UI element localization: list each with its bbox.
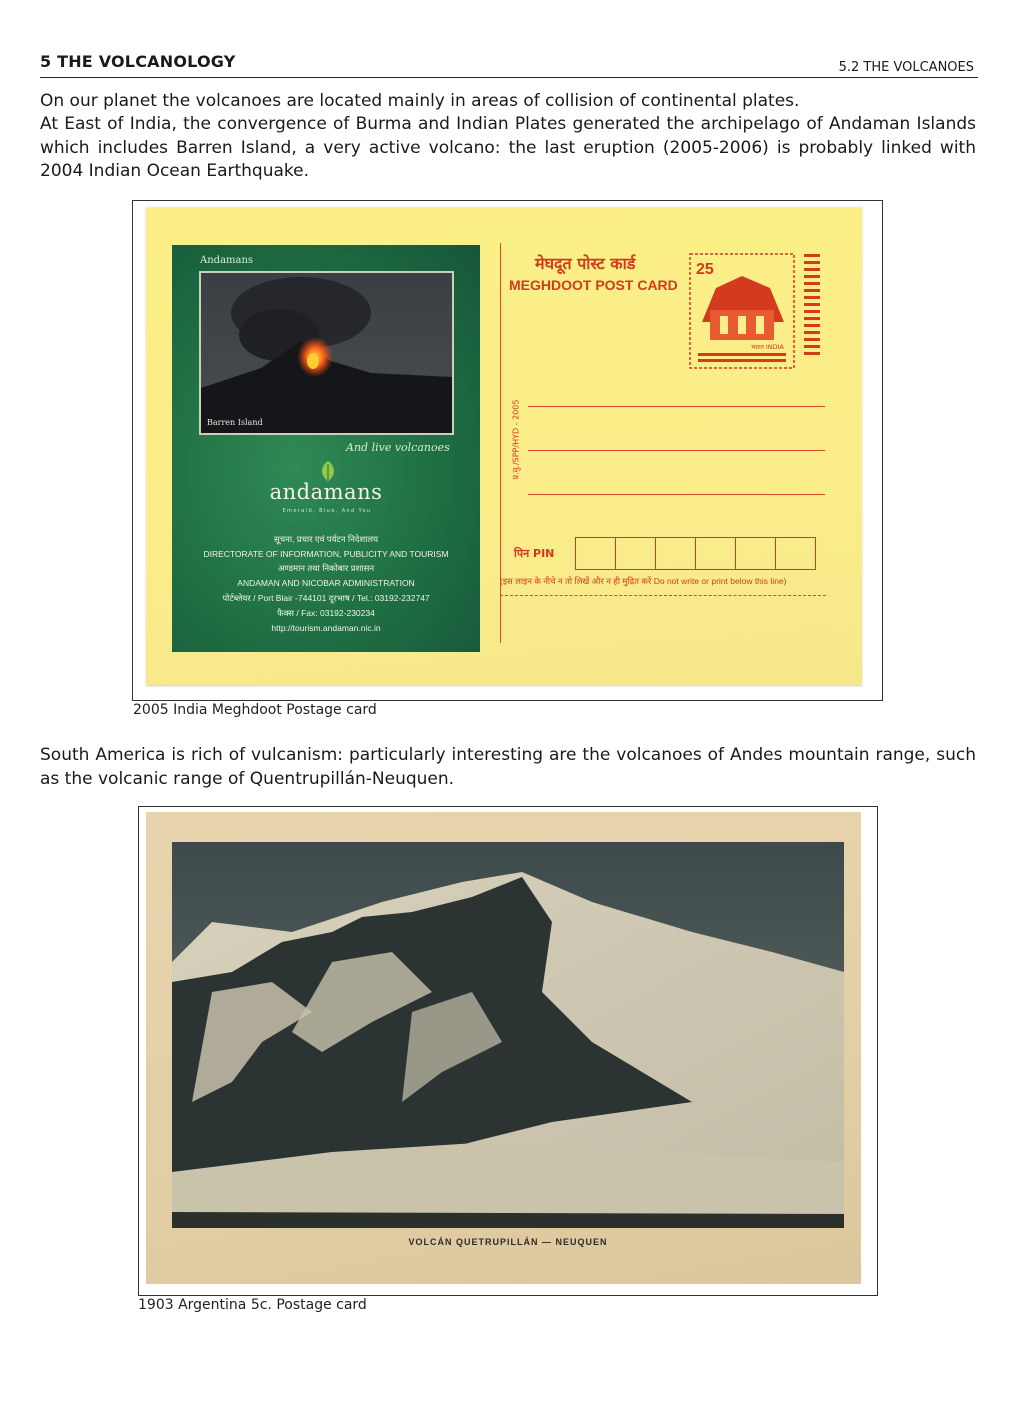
- publisher-info-line: DIRECTORATE OF INFORMATION, PUBLICITY AND TOURISM: [203, 549, 449, 559]
- address-line: [528, 494, 825, 495]
- card-title-hindi: मेघदूत पोस्ट कार्ड: [535, 254, 636, 273]
- photo-caption: Barren Island: [207, 418, 263, 427]
- intro-paragraph-2: At East of India, the convergence of Burma and Indian Plates generated the archipelago of Andaman Islands which includes Barren Island, a very active volcano: the last eruption (2005-2006) is probably linked with 2004 Indian Ocean Earthquake.: [40, 114, 976, 181]
- dashed-line: [500, 595, 826, 596]
- pin-box: [655, 537, 697, 570]
- intro-paragraph-3: South America is rich of vulcanism: particularly interesting are the volcanoes of Andes mountain range, such as the volcanic range of Quentrupillán-Neuquen.: [40, 745, 976, 789]
- pin-box: [775, 537, 817, 570]
- pin-code-boxes: [576, 537, 816, 570]
- mountain-photo-title: VOLCÁN QUETRUPILLÁN — NEUQUEN: [408, 1237, 608, 1247]
- stamp-country: भारत INDIA: [751, 343, 784, 351]
- publisher-info-line: ANDAMAN AND NICOBAR ADMINISTRATION: [237, 578, 415, 588]
- cancel-bars: [804, 254, 820, 356]
- publisher-info-line: पोर्टब्लेयर / Port Blair -744101 दूरभाष / Tel.: 03192-232747: [222, 593, 430, 603]
- pin-box: [615, 537, 657, 570]
- section-title: 5 THE VOLCANOLOGY: [40, 52, 236, 71]
- volcano-photo: [199, 271, 454, 435]
- intro-paragraph-1: On our planet the volcanoes are located mainly in areas of collision of continental plates.: [40, 91, 800, 111]
- publisher-info-line: सूचना, प्रचार एवं पर्यटन निदेशालय: [273, 534, 379, 544]
- argentina-card-caption: 1903 Argentina 5c. Postage card: [138, 1297, 367, 1313]
- card-title-english: MEGHDOOT POST CARD: [509, 277, 678, 293]
- postage-stamp: [688, 252, 796, 370]
- andamans-brand: andamans: [269, 480, 383, 504]
- advert-panel-label: Andamans: [200, 255, 254, 266]
- stamp-value: 25: [696, 261, 714, 278]
- subsection-title: 5.2 THE VOLCANOES: [838, 60, 974, 75]
- pin-box: [575, 537, 617, 570]
- india-card-caption: 2005 India Meghdoot Postage card: [133, 702, 377, 718]
- print-code: प्र.मु./SPP/HYD - 2005: [511, 399, 521, 480]
- pin-label: पिन PIN: [514, 547, 555, 560]
- pin-note: (इस लाइन के नीचे न तो लिखें और न ही मुद्रित करें Do not write or print below this line): [500, 576, 787, 586]
- address-line: [528, 406, 825, 407]
- publisher-info-line: अण्डमान तथा निकोबार प्रशासन: [277, 563, 375, 573]
- pin-box: [695, 537, 737, 570]
- publisher-info-line: फैक्स / Fax: 03192-230234: [277, 608, 375, 618]
- address-line: [528, 450, 825, 451]
- header-rule: [40, 77, 978, 78]
- mountain-photo: [172, 842, 844, 1228]
- publisher-info-line: http://tourism.andaman.nic.in: [271, 623, 381, 633]
- andamans-brand-subtitle: Emerald, Blue, And You: [282, 508, 372, 514]
- pin-box: [735, 537, 777, 570]
- advert-tagline: And live volcanoes: [346, 441, 450, 454]
